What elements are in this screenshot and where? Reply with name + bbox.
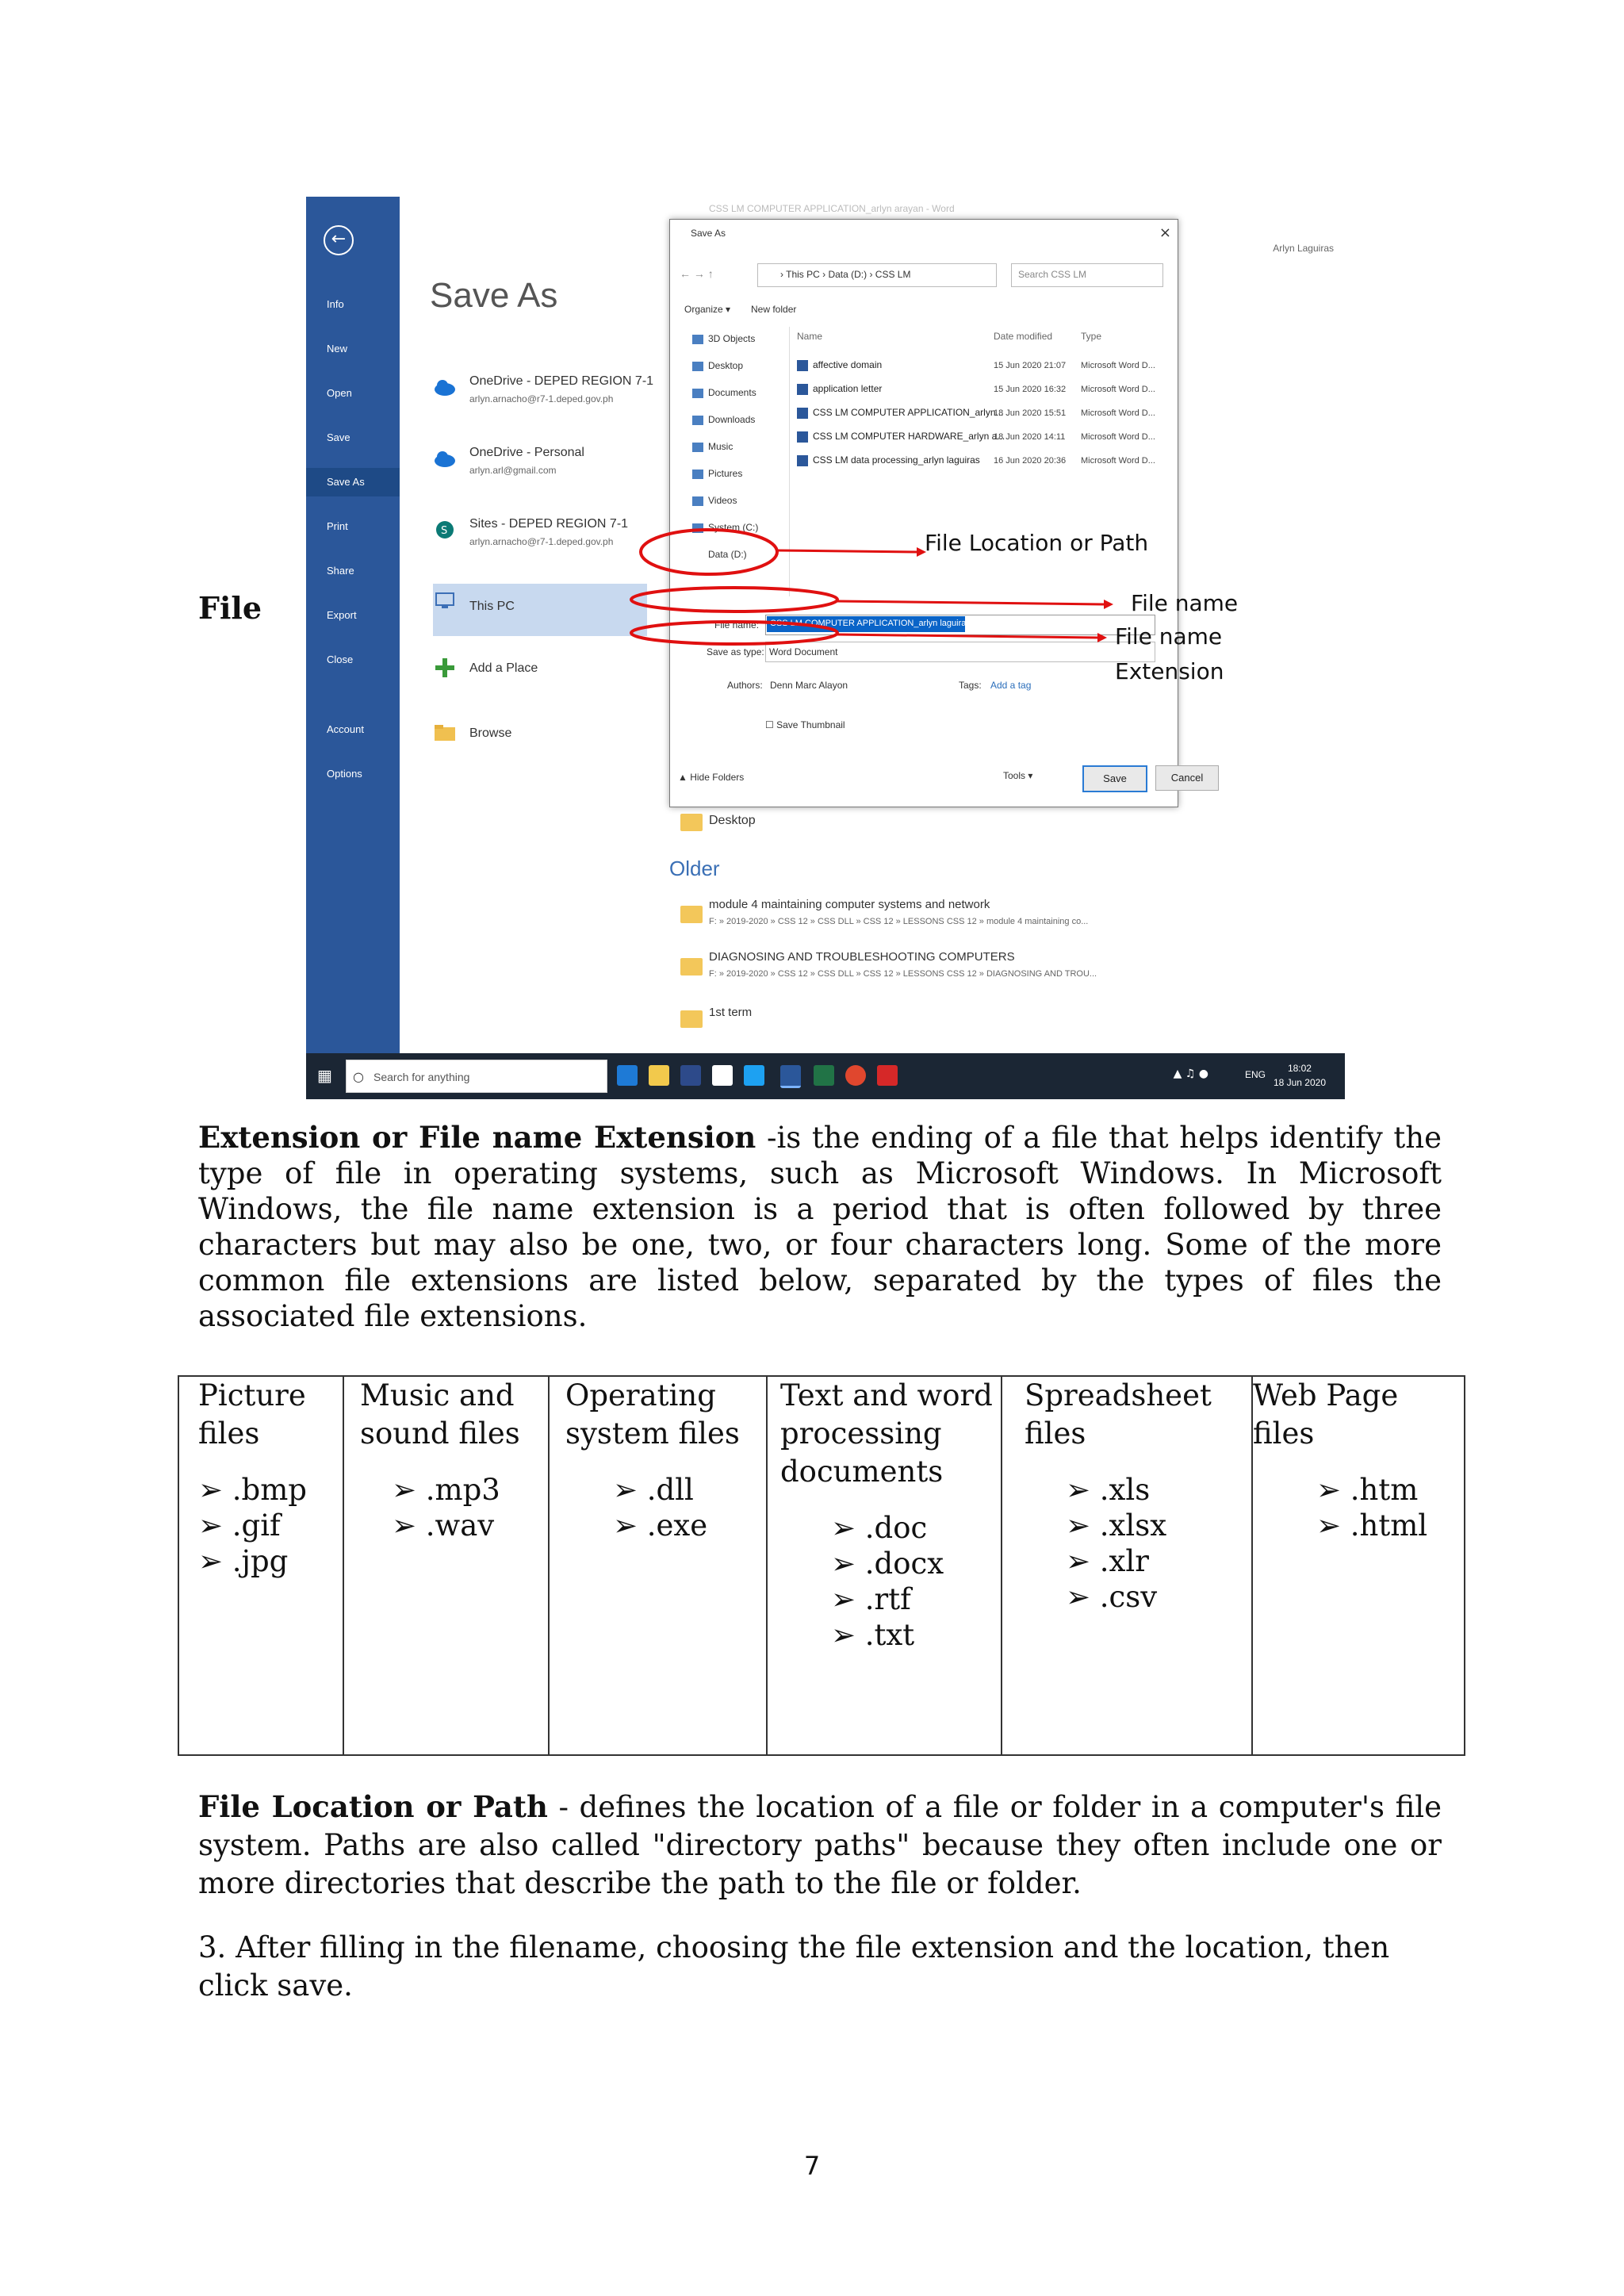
file-date: 16 Jun 2020 20:36 — [994, 456, 1067, 466]
list-item: ➢ .xlr — [1066, 1544, 1149, 1578]
extension-term: Extension or File name Extension — [198, 1120, 756, 1155]
table-cell-os — [549, 1376, 767, 1755]
nav-item[interactable]: 3D Objects — [692, 333, 755, 344]
file-date: 18 Jun 2020 14:11 — [994, 432, 1066, 442]
location-name: Sites - DEPED REGION 7-1 — [469, 517, 629, 531]
file-extension-table — [178, 1375, 1465, 1756]
nav-item[interactable]: Documents — [692, 387, 756, 398]
language-indicator[interactable]: ENG — [1244, 1069, 1266, 1080]
back-arrow-icon[interactable]: ← — [324, 225, 354, 255]
cancel-button[interactable]: Cancel — [1155, 765, 1219, 791]
system-tray-icons[interactable]: ▲ ♫ ● — [1173, 1068, 1208, 1080]
location-sub: arlyn.arnacho@r7-1.deped.gov.ph — [469, 536, 614, 547]
sidebar-item-share[interactable]: Share — [327, 565, 354, 577]
location-sub: arlyn.arl@gmail.com — [469, 465, 557, 476]
sidebar-item-save-as[interactable]: Save As — [306, 468, 400, 496]
chrome-icon[interactable] — [845, 1065, 866, 1086]
nav-item[interactable]: Pictures — [692, 468, 742, 479]
edge-icon[interactable] — [617, 1065, 638, 1086]
svg-text:S: S — [441, 525, 448, 537]
recent-item-name[interactable]: module 4 maintaining computer systems and network — [709, 898, 990, 911]
location-name: Add a Place — [469, 661, 538, 675]
filename-value: CSS LM COMPUTER APPLICATION_arlyn laguiras — [770, 619, 971, 628]
nav-item[interactable]: Downloads — [692, 414, 755, 425]
page-number: 7 — [803, 2151, 821, 2181]
list-item: ➢ .jpg — [198, 1544, 289, 1578]
list-item: ➢ .doc — [831, 1511, 928, 1545]
file-type: Microsoft Word D... — [1081, 408, 1155, 418]
extension-list — [550, 1472, 766, 1543]
location-name: This PC — [469, 600, 515, 613]
file-type: Microsoft Word D... — [1081, 456, 1155, 466]
nav-item[interactable]: Music — [692, 441, 733, 452]
recent-desktop[interactable]: Desktop — [709, 814, 756, 827]
file-row[interactable]: CSS LM data processing_arlyn laguiras — [797, 454, 980, 466]
user-name: Arlyn Laguiras — [1273, 243, 1334, 254]
recent-item-path: F: » 2019-2020 » CSS 12 » CSS DLL » CSS 12 » LESSONS CSS 12 » DIAGNOSING AND TROU... — [709, 969, 1097, 979]
close-icon[interactable]: × — [1159, 224, 1171, 241]
sidebar-item-export[interactable]: Export — [327, 609, 357, 621]
column-title: Text and word processing documents — [780, 1378, 993, 1489]
taskbar-clock[interactable] — [1274, 1061, 1326, 1090]
file-type: Microsoft Word D... — [1081, 385, 1155, 394]
sidebar-item-new[interactable]: New — [327, 343, 348, 355]
table-cell-picture — [178, 1376, 343, 1755]
search-icon: ○ — [353, 1069, 364, 1084]
nav-item-data-d[interactable]: Data (D:) — [708, 549, 747, 560]
list-item: ➢ .html — [1316, 1508, 1428, 1543]
filename-label: File name: — [714, 619, 760, 631]
excel-icon[interactable] — [814, 1065, 834, 1086]
list-item: ➢ .bmp — [198, 1473, 307, 1507]
sidebar-item-info[interactable]: Info — [327, 298, 344, 310]
column-title: Music and sound files — [360, 1378, 520, 1451]
address-path: › This PC › Data (D:) › CSS LM — [780, 269, 911, 280]
store-icon[interactable] — [712, 1065, 733, 1086]
path-ellipse — [641, 530, 777, 574]
step-3-text: 3. After filling in the filename, choosing the file extension and the location, then click save. — [198, 1930, 1390, 2003]
column-title: Operating system files — [565, 1378, 740, 1451]
thumbnail-checkbox[interactable]: ☐ Save Thumbnail — [765, 719, 845, 730]
windows-start-icon[interactable]: ▦ — [317, 1066, 332, 1085]
search-placeholder: Search CSS LM — [1018, 269, 1087, 280]
file-row[interactable]: affective domain — [797, 359, 882, 371]
list-item: ➢ .xls — [1066, 1473, 1151, 1507]
filename-ellipse — [631, 588, 837, 611]
file-explorer-icon[interactable] — [649, 1065, 669, 1086]
file-date: 15 Jun 2020 16:32 — [994, 385, 1067, 394]
tags-label: Tags: — [959, 680, 982, 691]
recent-item-path: F: » 2019-2020 » CSS 12 » CSS DLL » CSS 12 » LESSONS CSS 12 » module 4 maintaining co... — [709, 917, 1089, 926]
skype-icon[interactable] — [744, 1065, 764, 1086]
extension-ellipse — [631, 622, 837, 644]
new-folder-button[interactable]: New folder — [751, 304, 797, 315]
file-row[interactable]: CSS LM COMPUTER HARDWARE_arlyn a... — [797, 431, 1005, 443]
list-item: ➢ .docx — [831, 1547, 944, 1581]
save-type-label: Save as type: — [707, 646, 764, 657]
file-date: 18 Jun 2020 15:51 — [994, 408, 1067, 418]
clock-time: 18:02 — [1287, 1063, 1312, 1074]
save-as-screenshot — [306, 197, 1345, 1099]
photoshop-icon[interactable] — [680, 1065, 701, 1086]
table-cell-web — [1252, 1376, 1465, 1755]
table-cell-text — [767, 1376, 1002, 1755]
dialog-title: Save As — [691, 228, 726, 239]
nav-arrows-icon[interactable]: ← → ↑ — [680, 267, 714, 280]
annotation-extension-line2: Extension — [1115, 658, 1224, 684]
sidebar-item-print[interactable]: Print — [327, 520, 348, 532]
location-name: OneDrive - Personal — [469, 446, 584, 459]
list-item: ➢ .mp3 — [392, 1473, 500, 1507]
list-item: ➢ .wav — [392, 1508, 495, 1543]
column-header-date[interactable]: Date modified — [994, 331, 1053, 342]
extension-body: -is the ending of a file that helps identify the type of file in operating systems, such as Microsoft Windows. In Microsoft Windows, the file name extension is a period that is often followed by three characters but may also be one, two, or four characters long. Some of the more common file extensions are listed below, separated by the types of files the associated file extensions. — [198, 1121, 1442, 1333]
annotation-filename: File name — [1131, 590, 1239, 616]
list-item: ➢ .txt — [831, 1618, 915, 1652]
extension-list — [768, 1510, 1001, 1653]
sidebar-item-options[interactable]: Options — [327, 768, 362, 780]
extension-paragraph — [198, 1120, 1442, 1334]
column-title: Spreadsheet files — [1025, 1378, 1212, 1451]
column-title: Picture files — [198, 1378, 306, 1451]
path-term: File Location or Path — [198, 1789, 548, 1824]
file-row[interactable]: CSS LM COMPUTER APPLICATION_arlyn... — [797, 407, 1004, 419]
nav-item[interactable]: Videos — [692, 495, 737, 506]
file-heading: File — [198, 590, 262, 626]
location-name: OneDrive - DEPED REGION 7-1 — [469, 374, 654, 388]
file-type: Microsoft Word D... — [1081, 432, 1155, 442]
word-icon[interactable] — [780, 1065, 801, 1088]
hide-folders-button[interactable]: ▲ Hide Folders — [678, 772, 745, 783]
file-row[interactable]: application letter — [797, 383, 882, 395]
list-item: ➢ .dll — [613, 1473, 694, 1507]
file-type: Microsoft Word D... — [1081, 361, 1155, 370]
authors-label: Authors: — [727, 680, 763, 691]
tags-value[interactable]: Add a tag — [990, 680, 1032, 691]
list-item: ➢ .xlsx — [1066, 1508, 1167, 1543]
nav-item[interactable]: Desktop — [692, 360, 743, 371]
path-body: - defines the location of a file or folder in a computer's file system. Paths are also called "directory paths" because they often include one or more directories that describe the path to the file or folder. — [198, 1790, 1442, 1900]
list-item: ➢ .exe — [613, 1508, 708, 1543]
list-item: ➢ .htm — [1316, 1473, 1419, 1507]
column-header-name[interactable]: Name — [797, 331, 823, 342]
taskbar — [306, 1053, 1345, 1099]
save-as-heading: Save As — [430, 276, 558, 315]
authors-value[interactable]: Denn Marc Alayon — [770, 680, 848, 691]
extension-list — [1253, 1472, 1464, 1543]
tools-menu[interactable]: Tools ▾ — [1003, 770, 1033, 781]
window-title: CSS LM COMPUTER APPLICATION_arlyn arayan - Word — [709, 203, 955, 214]
column-title: Web Page files — [1253, 1378, 1399, 1451]
organize-button[interactable]: Organize ▾ — [684, 304, 731, 315]
acrobat-icon[interactable] — [877, 1065, 898, 1086]
annotation-extension-line1: File name — [1115, 623, 1223, 650]
column-header-type[interactable]: Type — [1081, 331, 1102, 342]
extension-list — [344, 1472, 548, 1543]
save-button[interactable]: Save — [1082, 765, 1147, 792]
sidebar-item-close[interactable]: Close — [327, 654, 354, 665]
location-name: Browse — [469, 726, 512, 740]
list-item: ➢ .csv — [1066, 1580, 1158, 1614]
file-date: 15 Jun 2020 21:07 — [994, 361, 1067, 370]
table-cell-spreadsheet — [1002, 1376, 1252, 1755]
taskbar-search-input[interactable]: ○ Search for anything — [346, 1060, 607, 1093]
save-type-value: Word Document — [769, 646, 838, 657]
recent-item-name[interactable]: DIAGNOSING AND TROUBLESHOOTING COMPUTERS — [709, 950, 1015, 964]
list-item: ➢ .gif — [198, 1508, 281, 1543]
location-sub: arlyn.arnacho@r7-1.deped.gov.ph — [469, 393, 614, 404]
list-item: ➢ .rtf — [831, 1582, 911, 1616]
recent-item-name[interactable]: 1st term — [709, 1006, 753, 1019]
sidebar-item-account[interactable]: Account — [327, 723, 364, 735]
table-cell-music — [343, 1376, 549, 1755]
older-heading: Older — [669, 857, 720, 880]
extension-list — [1002, 1472, 1251, 1615]
sidebar-item-open[interactable]: Open — [327, 387, 352, 399]
nav-item-system-c[interactable]: System (C:) — [692, 522, 758, 533]
clock-date: 18 Jun 2020 — [1273, 1077, 1326, 1088]
path-paragraph — [198, 1788, 1442, 1903]
annotation-location: File Location or Path — [925, 530, 1149, 556]
sidebar-item-save[interactable]: Save — [327, 431, 350, 443]
extension-list — [179, 1472, 343, 1579]
